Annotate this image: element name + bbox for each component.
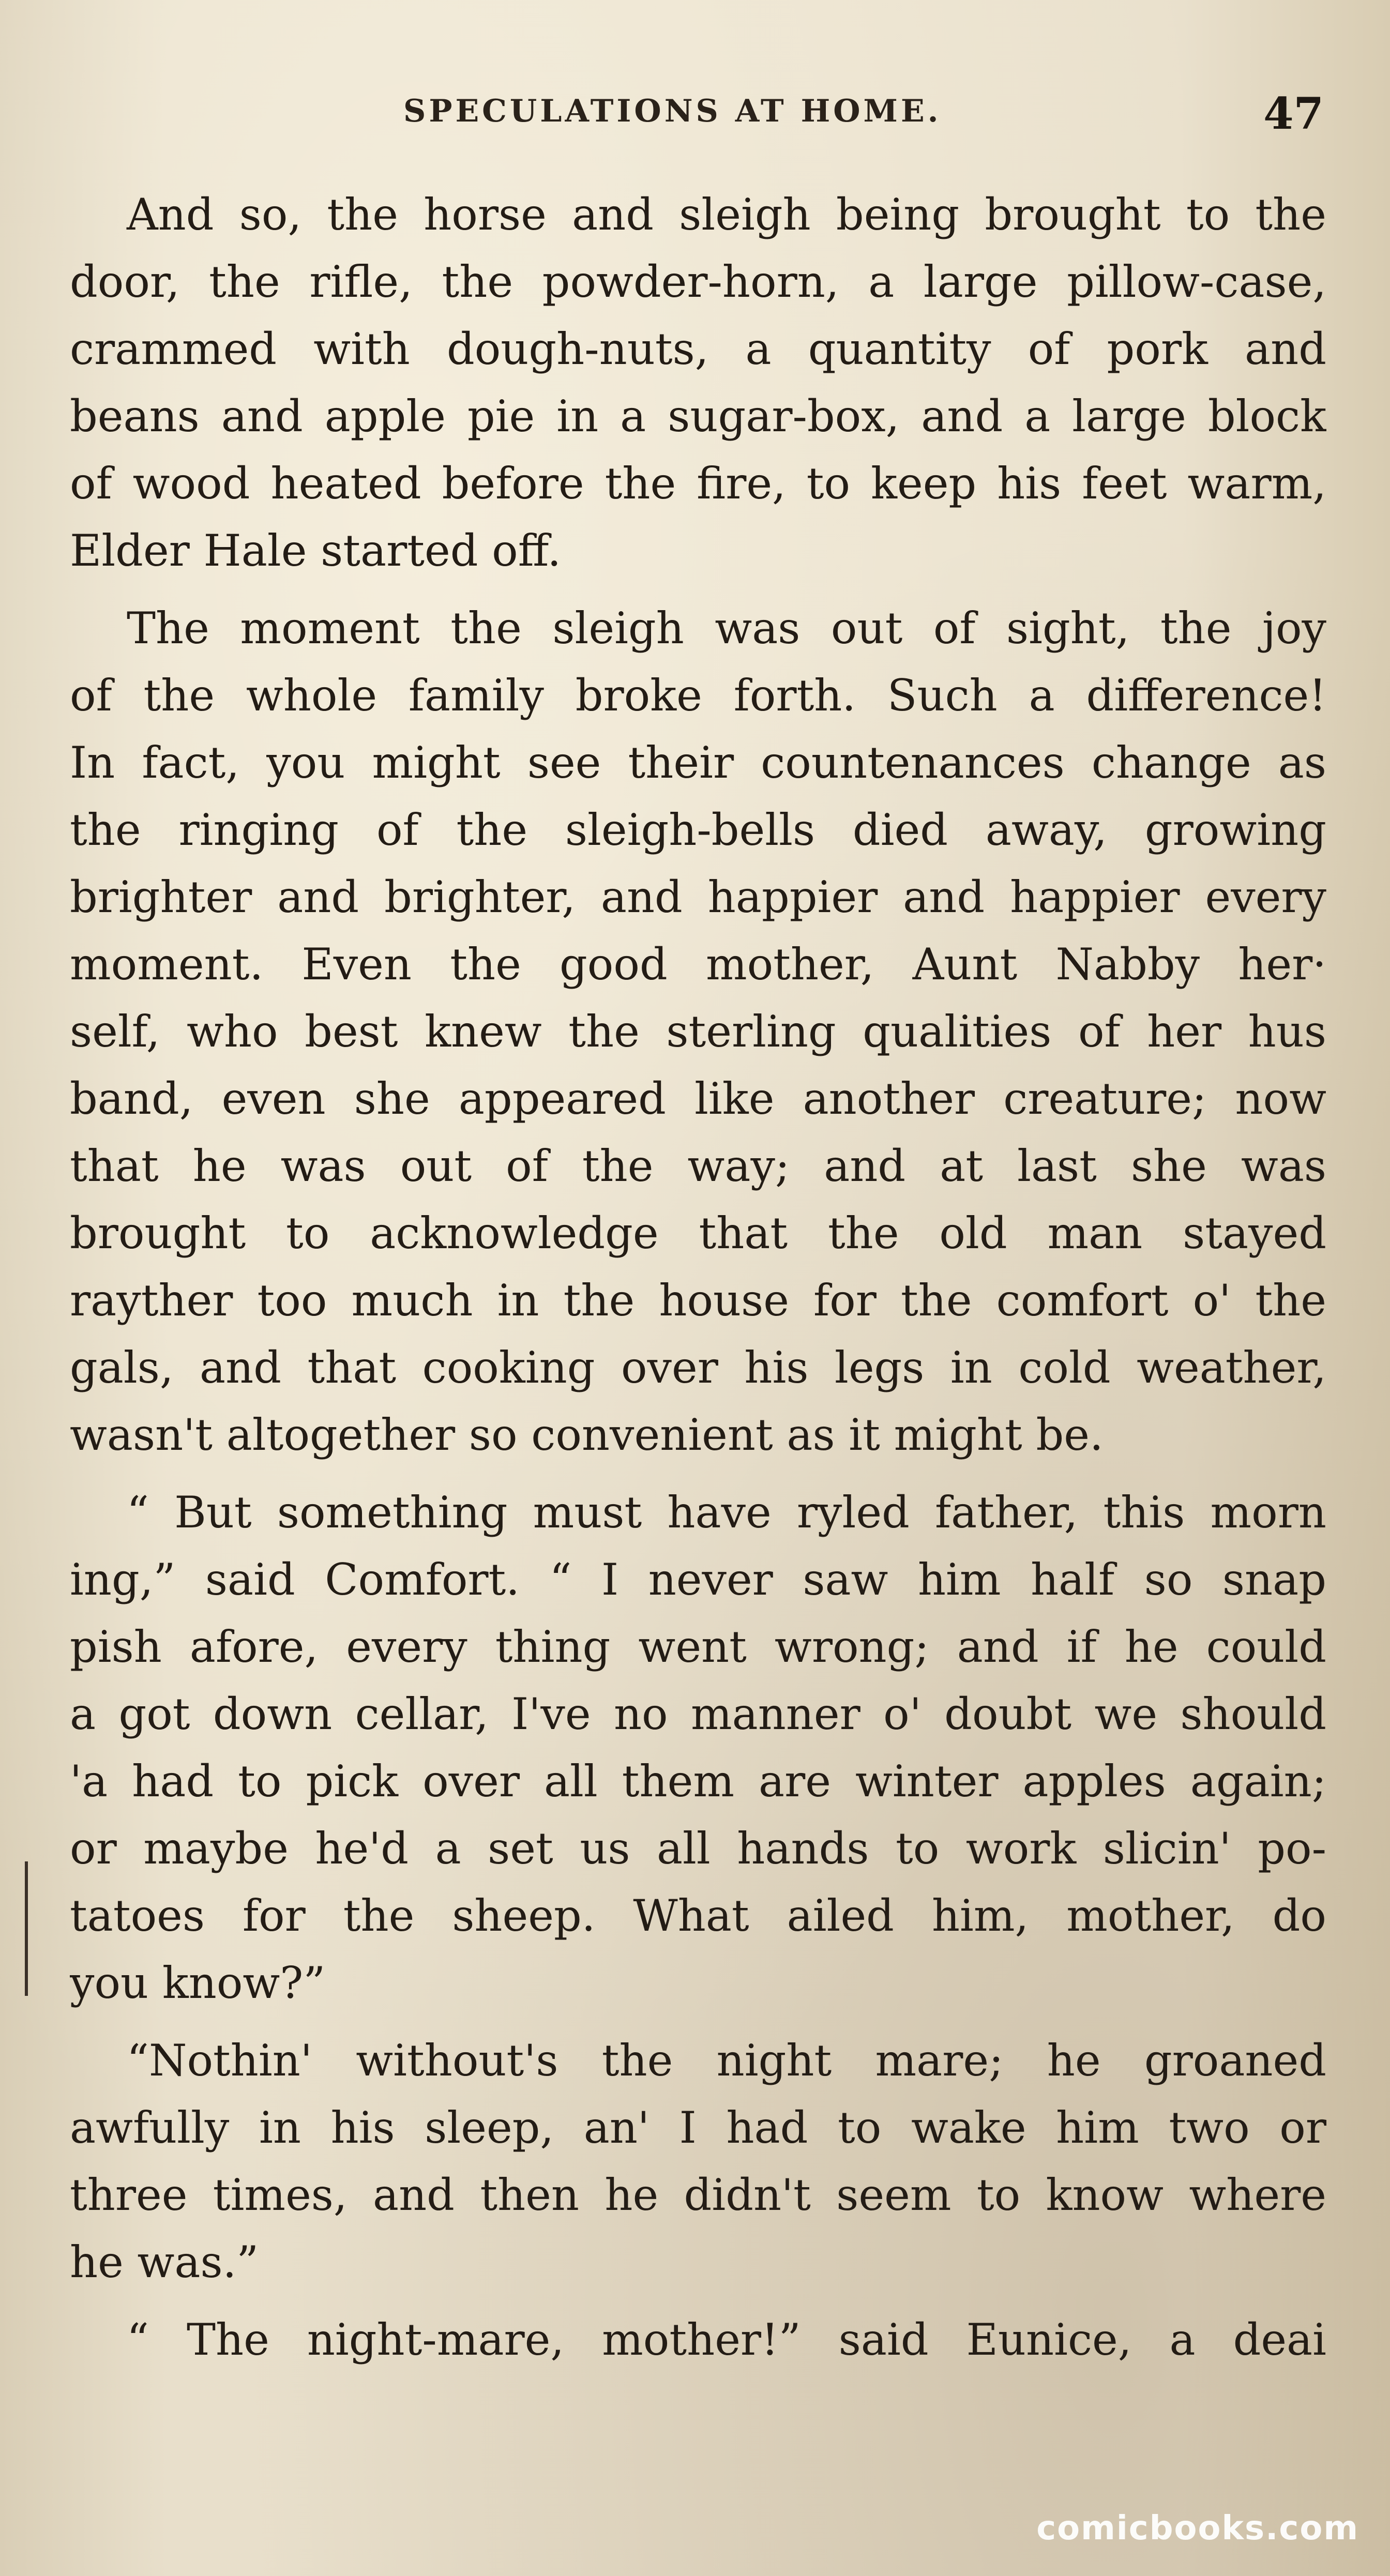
text-line: brighter and brighter, and happier and happier every [70,872,1326,922]
text-line: of wood heated before the fire, to keep his feet warm, [70,458,1326,509]
text-line: “Nothin' without's the night mare; he groaned [127,2035,1326,2086]
text-line: wasn't altogether so convenient as it might be. [70,1410,1104,1460]
text-line: “ But something must have ryled father, this morn [127,1487,1326,1538]
text-line: And so, the horse and sleigh being brought to the [127,189,1326,240]
text-line: or maybe he'd a set us all hands to work slicin' po- [70,1823,1326,1874]
page-header [72,88,1324,150]
text-line: awfully in his sleep, an' I had to wake him two or [70,2102,1326,2153]
text-line: Elder Hale started off. [70,525,562,576]
text-line: that he was out of the way; and at last she was [70,1141,1326,1191]
text-line: you know?” [70,1958,326,2008]
body-text [70,181,1326,2373]
margin-pencil-mark [25,1861,28,1996]
text-line: ing,” said Comfort. “ I never saw him half so snap [70,1554,1326,1605]
text-line: pish afore, every thing went wrong; and if he could [70,1622,1326,1672]
text-line: gals, and that cooking over his legs in cold weather, [70,1342,1326,1393]
text-line: self, who best knew the sterling qualities of her hus [70,1006,1326,1057]
text-line: The moment the sleigh was out of sight, the joy [127,603,1326,654]
watermark: comicbooks.com [1036,2509,1359,2548]
text-line: moment. Even the good mother, Aunt Nabby her· [70,939,1326,990]
text-line: he was.” [70,2237,259,2287]
text-line: rayther too much in the house for the comfort o' the [70,1275,1326,1326]
text-line: a got down cellar, I've no manner o' doubt we should [70,1689,1326,1739]
text-line: door, the rifle, the powder-horn, a large pillow-case, [70,256,1326,307]
text-line: tatoes for the sheep. What ailed him, mother, do [70,1890,1326,1941]
text-line: the ringing of the sleigh-bells died away, growing [70,805,1326,855]
page-number: 47 [1263,88,1324,139]
text-line: of the whole family broke forth. Such a difference! [70,670,1326,721]
running-head: SPECULATIONS AT HOME. [403,93,942,129]
text-line: In fact, you might see their countenances change as [70,737,1326,788]
text-line: band, even she appeared like another creature; now [70,1073,1326,1124]
text-line: three times, and then he didn't seem to know where [70,2170,1326,2220]
text-line: “ The night-mare, mother!” said Eunice, a deai [127,2314,1326,2365]
text-line: crammed with dough-nuts, a quantity of pork and [70,324,1326,374]
text-line: 'a had to pick over all them are winter apples again; [70,1756,1326,1807]
text-line: beans and apple pie in a sugar-box, and a large block [70,391,1326,442]
text-line: brought to acknowledge that the old man stayed [70,1208,1326,1259]
